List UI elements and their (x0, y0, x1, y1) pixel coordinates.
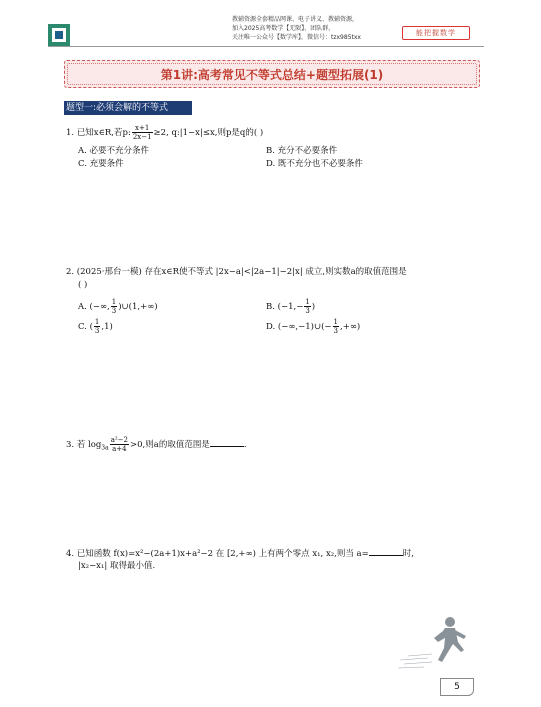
question-3 (66, 436, 247, 455)
q2b-den: 3 (305, 307, 310, 315)
logo-icon (48, 24, 70, 46)
q1-option-d: D. 既不充分也不必要条件 (266, 159, 363, 169)
header-line-2: 加入2025高考数学【无限】、团队群、 (232, 25, 335, 32)
q2d-frac (333, 318, 339, 335)
page-title: 第1讲:高考常见不等式总结+题型拓展(1) (160, 68, 384, 82)
question-1 (66, 124, 263, 141)
runner-illustration-icon (398, 608, 478, 678)
q2c-pre: C. ( (78, 322, 93, 332)
q2b-post: ) (311, 302, 316, 312)
q2c-den: 3 (94, 327, 100, 335)
q2-option-b (266, 298, 315, 315)
q2c-num: 1 (94, 318, 100, 326)
section-heading: 题型一:必须会解的不等式 (64, 101, 192, 115)
q2b-pre: B. (−1,− (266, 302, 304, 312)
q3-fraction (110, 436, 129, 453)
q2a-pre: A. (−∞, (78, 302, 110, 312)
q2d-den: 3 (333, 327, 339, 335)
q3-suffix: >0,则a的取值范围是 (130, 440, 210, 450)
q2d-num: 1 (333, 318, 339, 326)
q3-frac-num: a²−2 (110, 436, 129, 444)
header-line-3: 关注唯一公众号【数学库】，微信号：tzx985txx (232, 34, 361, 41)
q1-option-b: B. 充分不必要条件 (266, 146, 338, 156)
q2a-num: 1 (111, 298, 117, 306)
question-2: 2. (2025·邢台一模) 存在x∈R使不等式 |2x−a|<|2a−1|−2|x| 成立,则实数a的取值范围是 (66, 267, 407, 277)
q4-line1-pre: 4. 已知函数 f(x)=x²−(2a+1)x+a²−2 在 [2,+∞) 上有两个零点 x₁, x₂,则当 a= (66, 549, 369, 559)
q2c-frac (94, 318, 100, 335)
title-banner (64, 60, 480, 88)
q3-answer-blank (210, 437, 244, 447)
q3-end: . (243, 440, 247, 450)
q2a-frac (111, 298, 117, 315)
header-divider (48, 46, 484, 47)
q2a-post: )∪(1,+∞) (118, 302, 158, 312)
q3-prefix: 3. 若 log (66, 440, 102, 450)
q2d-post: ,+∞) (340, 322, 361, 332)
q4-line-2: |x₂−x₁| 取得最小值. (78, 561, 156, 571)
q2-option-c (78, 318, 113, 335)
brand-badge: 能把握数学 (402, 26, 470, 40)
q1-suffix: ≥2, q:|1−x|≤x,则p是q的( ) (153, 128, 264, 138)
q3-frac-den: a+4 (112, 445, 127, 453)
q1-option-c: C. 充要条件 (78, 159, 124, 169)
page-number: 5 (440, 678, 474, 696)
q1-frac-num: x+1 (132, 124, 153, 133)
q2d-pre: D. (−∞,−1)∪(− (266, 322, 332, 332)
q1-fraction (132, 124, 153, 141)
q2-paren: ( ) (78, 280, 88, 290)
q2b-num: 1 (305, 298, 310, 306)
q3-log-base: 3a (101, 444, 109, 452)
header-line-1: 教辅资源全套精品网课、电子讲义、教辅资源， (232, 16, 359, 23)
q2a-den: 3 (111, 307, 117, 315)
q1-frac-den: 2x−1 (132, 133, 152, 141)
q2-option-d (266, 318, 360, 335)
q1-option-a: A. 必要不充分条件 (78, 146, 150, 156)
q2b-frac (304, 298, 310, 315)
q4-answer-blank (369, 546, 403, 556)
question-4 (66, 546, 414, 560)
q2c-post: ,1) (101, 322, 113, 332)
q1-prefix: 1. 已知x∈R,若p: (66, 128, 131, 138)
q2-option-a (78, 298, 158, 315)
q4-line1-post: 时, (402, 549, 414, 559)
